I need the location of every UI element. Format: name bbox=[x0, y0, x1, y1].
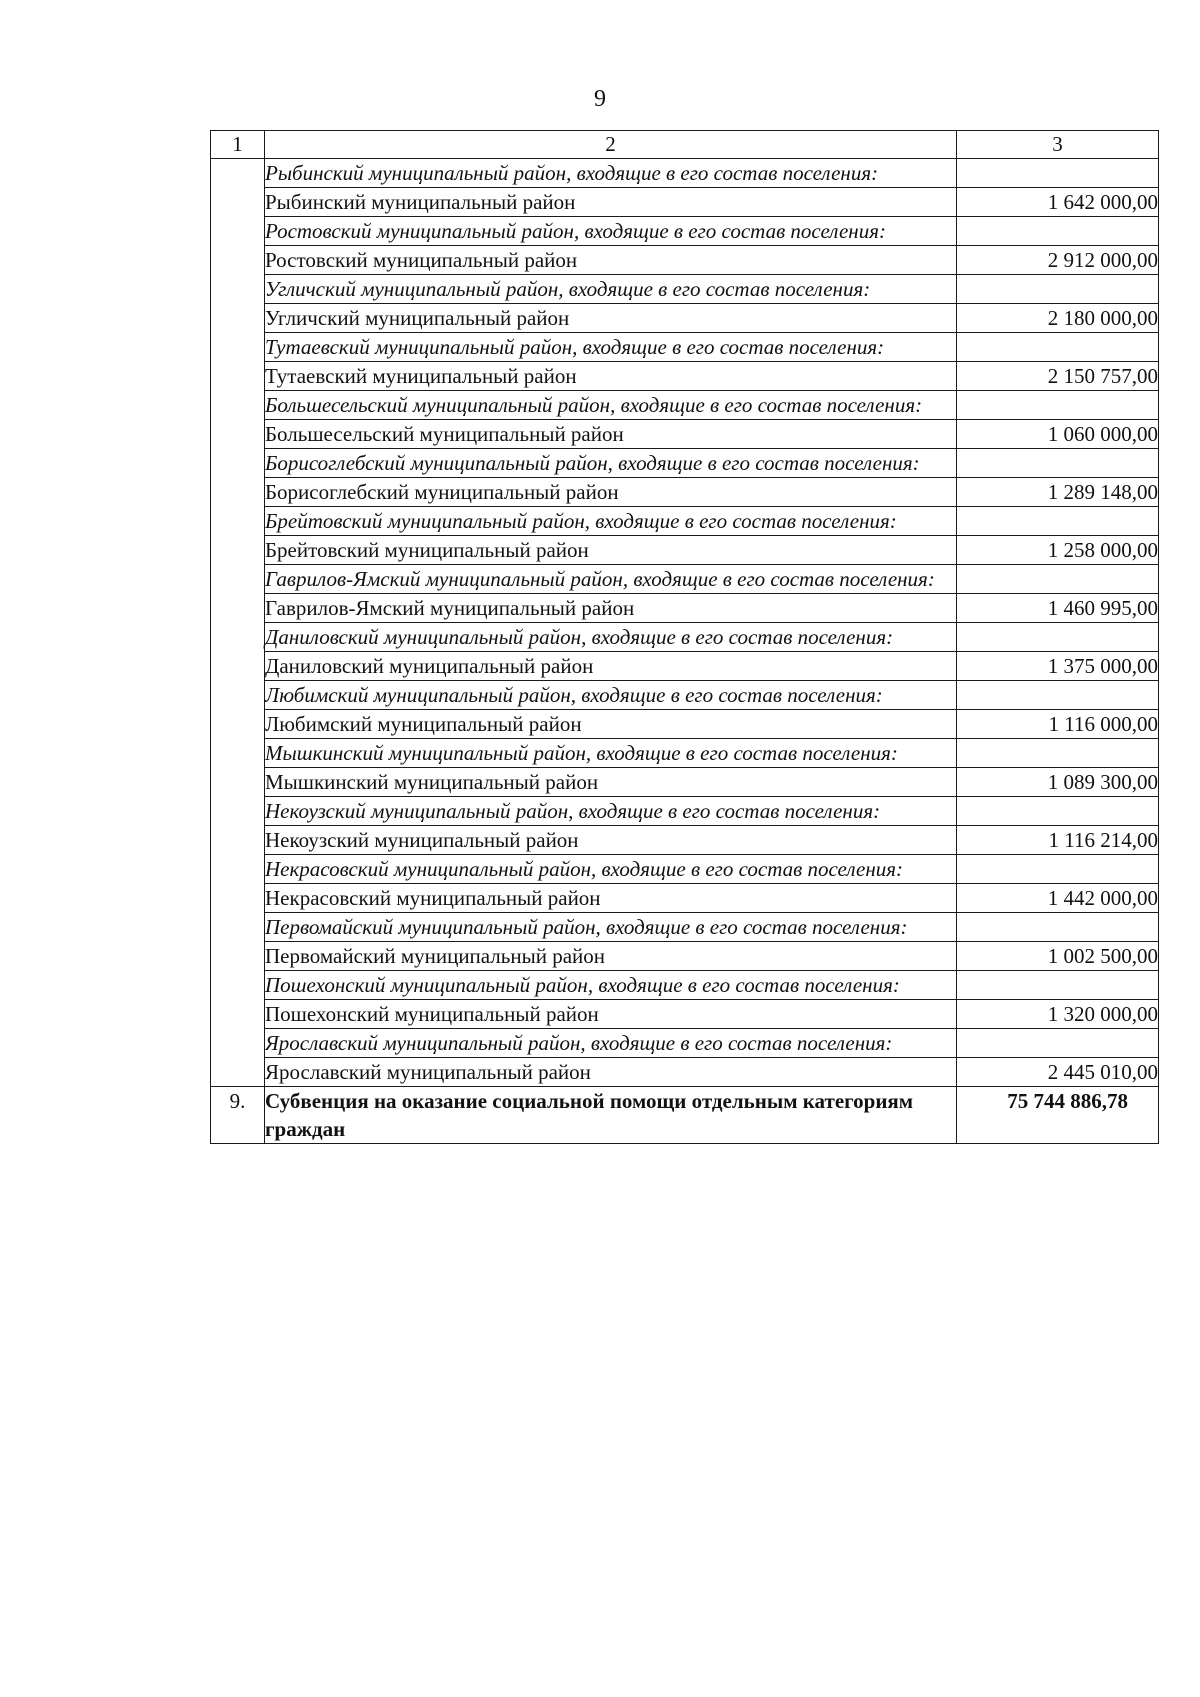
district-amount: 2 180 000,00 bbox=[957, 304, 1159, 333]
table-row-district bbox=[211, 710, 1159, 739]
table-row-subtitle bbox=[211, 565, 1159, 594]
empty-amount-cell bbox=[957, 681, 1159, 710]
table-row-district bbox=[211, 826, 1159, 855]
section-subtitle: Гаврилов-Ямский муниципальный район, входящие в его состав поселения: bbox=[265, 565, 957, 594]
empty-amount-cell bbox=[957, 797, 1159, 826]
empty-amount-cell bbox=[957, 507, 1159, 536]
table-row-district bbox=[211, 1000, 1159, 1029]
table-row-subtitle bbox=[211, 217, 1159, 246]
total-row-number: 9. bbox=[211, 1087, 265, 1144]
district-name: Ростовский муниципальный район bbox=[265, 246, 957, 275]
empty-amount-cell bbox=[957, 449, 1159, 478]
district-amount: 1 442 000,00 bbox=[957, 884, 1159, 913]
district-amount: 1 116 000,00 bbox=[957, 710, 1159, 739]
empty-amount-cell bbox=[957, 855, 1159, 884]
table-row-district bbox=[211, 188, 1159, 217]
section-subtitle: Ростовский муниципальный район, входящие в его состав поселения: bbox=[265, 217, 957, 246]
table-row-district bbox=[211, 478, 1159, 507]
district-name: Гаврилов-Ямский муниципальный район bbox=[265, 594, 957, 623]
section-subtitle: Рыбинский муниципальный район, входящие в его состав поселения: bbox=[265, 159, 957, 188]
section-subtitle: Большесельский муниципальный район, входящие в его состав поселения: bbox=[265, 391, 957, 420]
district-name: Брейтовский муниципальный район bbox=[265, 536, 957, 565]
section-subtitle: Борисоглебский муниципальный район, входящие в его состав поселения: bbox=[265, 449, 957, 478]
empty-amount-cell bbox=[957, 159, 1159, 188]
total-row-label: Субвенция на оказание социальной помощи отдельным категориям граждан bbox=[265, 1087, 957, 1144]
table-row-subtitle bbox=[211, 159, 1159, 188]
district-amount: 1 116 214,00 bbox=[957, 826, 1159, 855]
table-row-subtitle bbox=[211, 391, 1159, 420]
table-header-row bbox=[211, 131, 1159, 159]
section-subtitle: Даниловский муниципальный район, входящие в его состав поселения: bbox=[265, 623, 957, 652]
section-subtitle: Тутаевский муниципальный район, входящие в его состав поселения: bbox=[265, 333, 957, 362]
section-subtitle: Ярославский муниципальный район, входящие в его состав поселения: bbox=[265, 1029, 957, 1058]
table-row-subtitle bbox=[211, 333, 1159, 362]
district-amount: 1 642 000,00 bbox=[957, 188, 1159, 217]
column-header-3: 3 bbox=[957, 131, 1159, 159]
empty-amount-cell bbox=[957, 739, 1159, 768]
district-amount: 2 912 000,00 bbox=[957, 246, 1159, 275]
row-number-cell-empty bbox=[211, 159, 265, 1087]
empty-amount-cell bbox=[957, 623, 1159, 652]
table-row-subtitle bbox=[211, 1029, 1159, 1058]
district-name: Первомайский муниципальный район bbox=[265, 942, 957, 971]
table-row-district bbox=[211, 942, 1159, 971]
district-name: Некоузский муниципальный район bbox=[265, 826, 957, 855]
table-row-district bbox=[211, 884, 1159, 913]
empty-amount-cell bbox=[957, 275, 1159, 304]
column-header-1: 1 bbox=[211, 131, 265, 159]
empty-amount-cell bbox=[957, 913, 1159, 942]
table-row-subtitle bbox=[211, 681, 1159, 710]
section-subtitle: Некоузский муниципальный район, входящие в его состав поселения: bbox=[265, 797, 957, 826]
district-amount: 1 089 300,00 bbox=[957, 768, 1159, 797]
district-amount: 1 060 000,00 bbox=[957, 420, 1159, 449]
table-row-subtitle bbox=[211, 449, 1159, 478]
district-amount: 1 375 000,00 bbox=[957, 652, 1159, 681]
district-amount: 2 445 010,00 bbox=[957, 1058, 1159, 1087]
district-name: Борисоглебский муниципальный район bbox=[265, 478, 957, 507]
table-row-district bbox=[211, 304, 1159, 333]
table-row-district bbox=[211, 768, 1159, 797]
empty-amount-cell bbox=[957, 565, 1159, 594]
column-header-2: 2 bbox=[265, 131, 957, 159]
district-name: Рыбинский муниципальный район bbox=[265, 188, 957, 217]
table-row-district bbox=[211, 246, 1159, 275]
section-subtitle: Угличский муниципальный район, входящие в его состав поселения: bbox=[265, 275, 957, 304]
section-subtitle: Любимский муниципальный район, входящие в его состав поселения: bbox=[265, 681, 957, 710]
table-body bbox=[211, 131, 1159, 1144]
table-row-district bbox=[211, 536, 1159, 565]
empty-amount-cell bbox=[957, 391, 1159, 420]
section-subtitle: Некрасовский муниципальный район, входящие в его состав поселения: bbox=[265, 855, 957, 884]
table-row-subtitle bbox=[211, 855, 1159, 884]
empty-amount-cell bbox=[957, 217, 1159, 246]
district-amount: 1 320 000,00 bbox=[957, 1000, 1159, 1029]
table-row-subtitle bbox=[211, 739, 1159, 768]
district-name: Угличский муниципальный район bbox=[265, 304, 957, 333]
district-name: Тутаевский муниципальный район bbox=[265, 362, 957, 391]
district-amount: 1 258 000,00 bbox=[957, 536, 1159, 565]
empty-amount-cell bbox=[957, 971, 1159, 1000]
district-amount: 2 150 757,00 bbox=[957, 362, 1159, 391]
section-subtitle: Первомайский муниципальный район, входящие в его состав поселения: bbox=[265, 913, 957, 942]
district-amount: 1 289 148,00 bbox=[957, 478, 1159, 507]
table-row-subtitle bbox=[211, 275, 1159, 304]
district-name: Даниловский муниципальный район bbox=[265, 652, 957, 681]
table-row-district bbox=[211, 594, 1159, 623]
total-row-amount: 75 744 886,78 bbox=[957, 1087, 1159, 1144]
section-subtitle: Пошехонский муниципальный район, входящие в его состав поселения: bbox=[265, 971, 957, 1000]
table-row-district bbox=[211, 420, 1159, 449]
table-row-district bbox=[211, 1058, 1159, 1087]
table-row-district bbox=[211, 362, 1159, 391]
table-row-subtitle bbox=[211, 913, 1159, 942]
district-name: Мышкинский муниципальный район bbox=[265, 768, 957, 797]
table-row-subtitle bbox=[211, 971, 1159, 1000]
page-number: 9 bbox=[594, 86, 606, 112]
table-row-subtitle bbox=[211, 797, 1159, 826]
district-name: Ярославский муниципальный район bbox=[265, 1058, 957, 1087]
empty-amount-cell bbox=[957, 333, 1159, 362]
empty-amount-cell bbox=[957, 1029, 1159, 1058]
table-row-district bbox=[211, 652, 1159, 681]
subvention-table bbox=[210, 130, 1159, 1144]
district-name: Большесельский муниципальный район bbox=[265, 420, 957, 449]
district-amount: 1 002 500,00 bbox=[957, 942, 1159, 971]
district-name: Любимский муниципальный район bbox=[265, 710, 957, 739]
table-row-subtitle bbox=[211, 507, 1159, 536]
district-name: Некрасовский муниципальный район bbox=[265, 884, 957, 913]
district-amount: 1 460 995,00 bbox=[957, 594, 1159, 623]
district-name: Пошехонский муниципальный район bbox=[265, 1000, 957, 1029]
section-subtitle: Брейтовский муниципальный район, входящие в его состав поселения: bbox=[265, 507, 957, 536]
table-row-total bbox=[211, 1087, 1159, 1144]
table-row-subtitle bbox=[211, 623, 1159, 652]
section-subtitle: Мышкинский муниципальный район, входящие в его состав поселения: bbox=[265, 739, 957, 768]
